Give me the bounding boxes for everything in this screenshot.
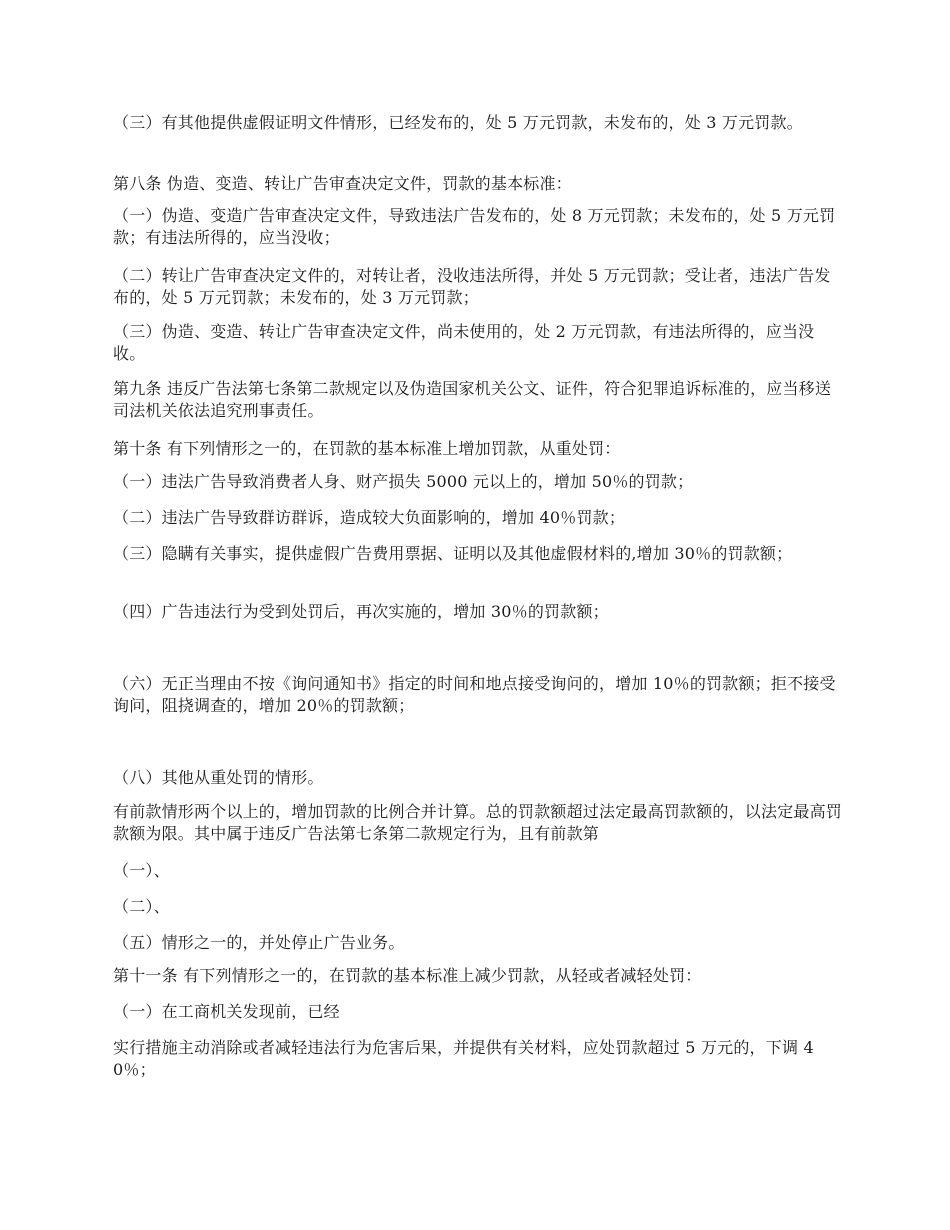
paragraph: （二）转让广告审查决定文件的，对转让者，没收违法所得，并处 5 万元罚款；受让者，违法广告发布的，处 5 万元罚款；未发布的，处 3 万元罚款； [113, 266, 831, 307]
article-heading: 第十条 有下列情形之一的，在罚款的基本标准上增加罚款，从重处罚： [113, 439, 621, 458]
article-heading: 第八条 伪造、变造、转让广告审查决定文件，罚款的基本标准： [113, 174, 572, 193]
paragraph: （三）伪造、变造、转让广告审查决定文件，尚未使用的，处 2 万元罚款，有违法所得的，应当没收。 [113, 322, 815, 363]
paragraph: （二）违法广告导致群访群诉，造成较大负面影响的，增加 40％罚款； [113, 508, 626, 527]
paragraph: （五）情形之一的，并处停止广告业务。 [113, 933, 405, 952]
paragraph: （二）、 [113, 897, 170, 916]
paragraph: 有前款情形两个以上的，增加罚款的比例合并计算。总的罚款额超过法定最高罚款额的，以法定最高罚款额为限。其中属于违反广告法第七条第二款规定行为，且有前款第 [113, 802, 843, 843]
paragraph: （一）、 [113, 861, 170, 880]
paragraph: （一）违法广告导致消费者人身、财产损失 5000 元以上的，增加 50％的罚款； [113, 472, 694, 491]
paragraph: （三）有其他提供虚假证明文件情形，已经发布的，处 5 万元罚款，未发布的，处 3 万元罚款。 [113, 113, 803, 132]
paragraph: （一）在工商机关发现前，已经 [113, 1002, 340, 1021]
paragraph: （一）伪造、变造广告审查决定文件，导致违法广告发布的，处 8 万元罚款；未发布的，处 5 万元罚款；有违法所得的，应当没收； [113, 206, 836, 247]
paragraph: （六）无正当理由不按《询问通知书》指定的时间和地点接受询问的，增加 10％的罚款额；拒不接受询问，阻挠调查的，增加 20％的罚款额； [113, 674, 836, 715]
article-heading: 第十一条 有下列情形之一的，在罚款的基本标准上减少罚款，从轻或者减轻处罚： [113, 966, 702, 985]
paragraph: （四）广告违法行为受到处罚后，再次实施的，增加 30％的罚款额； [113, 602, 609, 621]
article-heading: 第九条 违反广告法第七条第二款规定以及伪造国家机关公文、证件，符合犯罪追诉标准的，应当移送司法机关依法追究刑事责任。 [113, 379, 832, 420]
paragraph: （三）隐瞒有关事实，提供虚假广告费用票据、证明以及其他虚假材料的,增加 30％的罚款额； [113, 544, 793, 563]
paragraph: 实行措施主动消除或者减轻违法行为危害后果，并提供有关材料，应处罚款超过 5 万元的，下调 40％； [113, 1038, 814, 1079]
paragraph: （八）其他从重处罚的情形。 [113, 768, 324, 787]
